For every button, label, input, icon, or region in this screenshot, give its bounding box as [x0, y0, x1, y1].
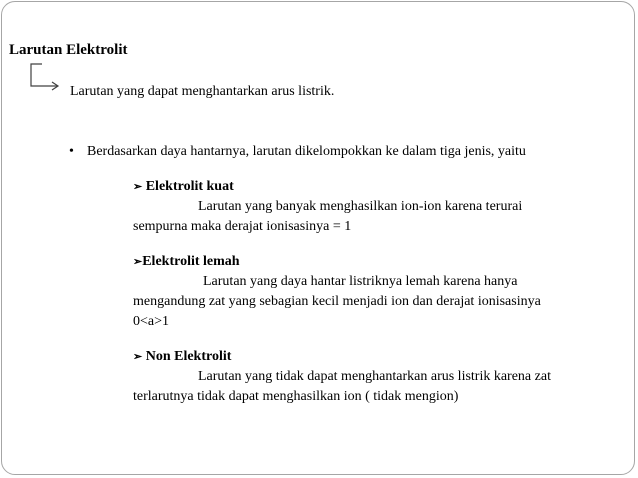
slide-title: Larutan Elektrolit: [9, 42, 128, 58]
category-title: [133, 252, 613, 272]
category-title: [133, 177, 613, 197]
arrow-bullet-icon: ➢: [133, 256, 143, 268]
bullet-dot-icon: •: [69, 144, 74, 159]
definition-text: Larutan yang dapat menghantarkan arus listrik.: [70, 84, 335, 99]
category-description-line: Larutan yang daya hantar listriknya lemah karena hanya: [203, 274, 518, 289]
category-non-electrolyte: [133, 347, 613, 407]
category-description-line: terlarutnya tidak dapat menghasilkan ion ( tidak mengion): [133, 389, 459, 404]
arrow-bullet-icon: ➢: [133, 181, 143, 193]
category-title-text: Elektrolit kuat: [145, 179, 234, 194]
category-description-line: sempurna maka derajat ionisasinya = 1: [133, 219, 352, 234]
category-description-line: mengandung zat yang sebagian kecil menjadi ion dan derajat ionisasinya: [133, 294, 541, 309]
elbow-arrow-icon: [30, 63, 66, 95]
category-title-text: Non Elektrolit: [145, 349, 232, 364]
bullet-text: Berdasarkan daya hantarnya, larutan dikelompokkan ke dalam tiga jenis, yaitu: [87, 144, 526, 159]
arrow-bullet-icon: ➢: [133, 351, 143, 363]
category-description-line: Larutan yang banyak menghasilkan ion-ion karena terurai: [198, 199, 523, 214]
bullet-item: [69, 144, 526, 160]
category-description-line: 0<a>1: [133, 314, 170, 329]
category-title: [133, 347, 613, 367]
category-title-text: Elektrolit lemah: [142, 254, 240, 269]
category-strong-electrolyte: [133, 177, 613, 237]
category-description-line: Larutan yang tidak dapat menghantarkan arus listrik karena zat: [198, 369, 551, 384]
category-weak-electrolyte: [133, 252, 613, 332]
